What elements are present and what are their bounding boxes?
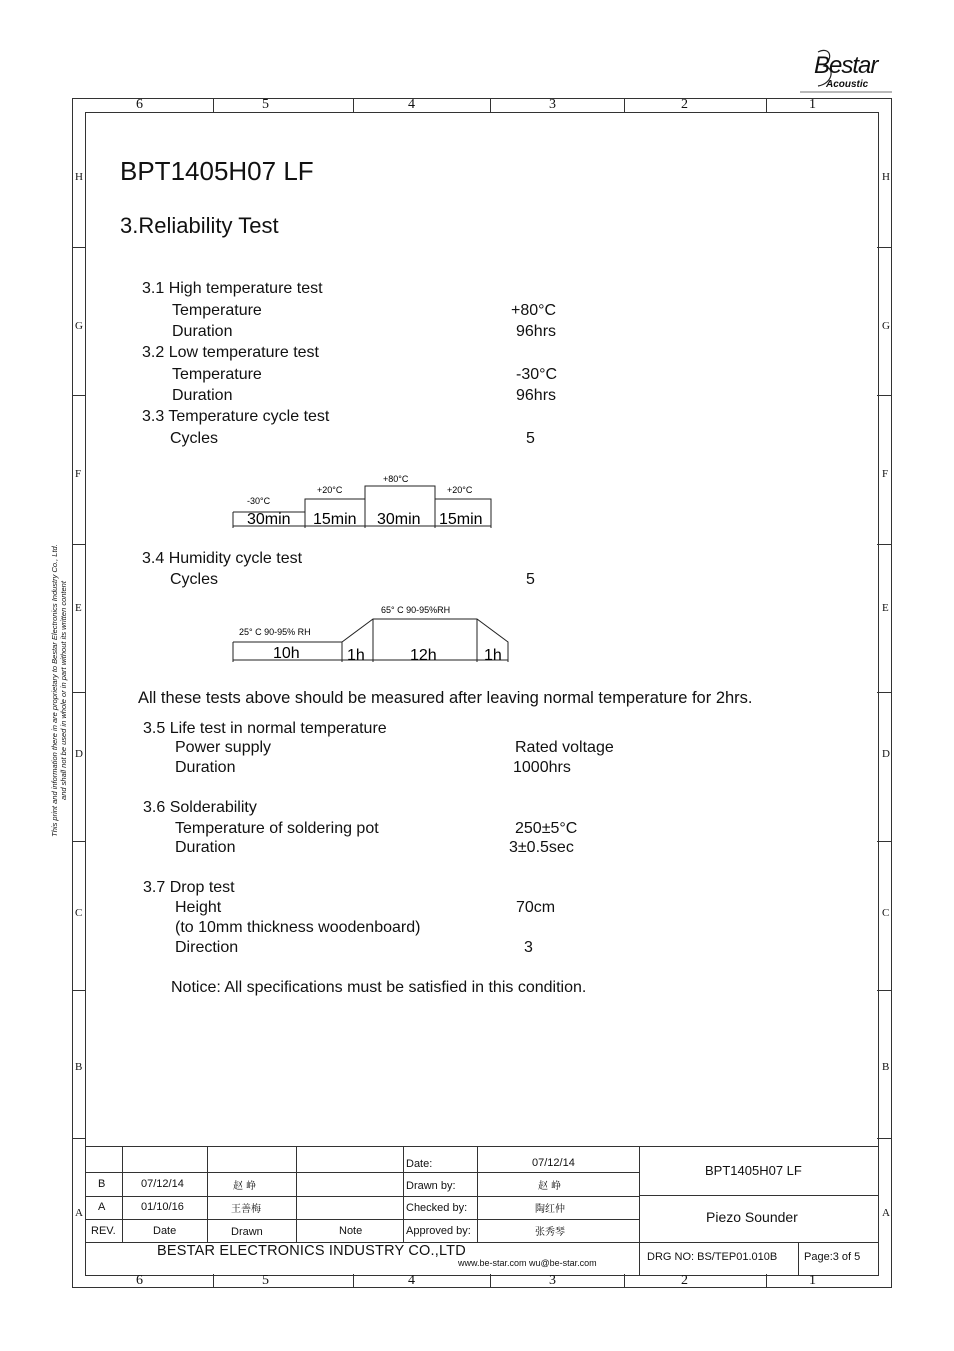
test-3-4-cycles-label: Cycles [170, 571, 219, 588]
company-contact: www.be-star.com wu@be-star.com [458, 1258, 597, 1268]
company-logo [800, 44, 892, 94]
zone-row-f: F [75, 468, 82, 480]
header-note: Note [339, 1225, 363, 1237]
header-date: Date [153, 1225, 177, 1237]
rev-b-drawn: 赵 峥 [233, 1181, 257, 1192]
zone-row-e: E [75, 602, 82, 614]
test-3-1-dur-value: 96hrs [516, 323, 557, 340]
label-checked-by: Checked by: [406, 1202, 468, 1214]
zone-row-c-right: C [882, 907, 890, 919]
humidity-level-2: 65° C 90-95%RH [381, 605, 451, 615]
product-name: BPT1405H07 LF [705, 1163, 802, 1178]
zone-col-6: 6 [136, 97, 143, 112]
zone-col-2: 2 [681, 97, 688, 112]
test-3-4-cycles-value: 5 [526, 571, 535, 588]
zone-row-h: H [75, 171, 83, 183]
humidity-duration-4: 1h [484, 647, 502, 664]
zone-row-a: A [75, 1207, 83, 1219]
header-drawn: Drawn [231, 1226, 263, 1238]
zone-row-h-right: H [882, 171, 890, 183]
zone-col-5-bottom: 5 [262, 1273, 269, 1288]
humidity-level-1: 25° C 90-95% RH [239, 627, 311, 637]
logo-sub: Acoustic [826, 79, 869, 90]
rev-a-drawn: 王善梅 [231, 1204, 261, 1215]
zone-row-e-right: E [882, 602, 889, 614]
test-3-7-height-value: 70cm [516, 899, 556, 916]
proprietary-line-1: This print and information there in are proprietary to Bestar Electronics Industry Co., Ltd. [50, 544, 59, 837]
test-3-5-dur-label: Duration [175, 759, 236, 776]
test-3-2-temp-value: -30°C [516, 366, 558, 383]
temperature-cycle-diagram [225, 468, 505, 534]
temp-level-2: +20°C [317, 485, 343, 495]
specification-notice: Notice: All specifications must be satisfied in this condition. [171, 979, 587, 996]
test-3-6-title: 3.6 Solderability [143, 799, 257, 816]
test-3-7-board-note: (to 10mm thickness woodenboard) [175, 919, 421, 936]
temp-duration-1: 30min [247, 511, 291, 528]
temp-duration-3: 30min [377, 511, 421, 528]
rev-a-code: A [98, 1201, 106, 1213]
label-approved-by: Approved by: [406, 1225, 471, 1237]
test-3-6-temp-label: Temperature of soldering pot [175, 820, 379, 837]
test-3-7-direction-label: Direction [175, 939, 239, 956]
test-3-1-dur-label: Duration [172, 323, 233, 340]
title-block [85, 1146, 878, 1275]
temp-level-3: +80°C [383, 474, 409, 484]
proprietary-line-2: and shall not be used in whole or in part without its written content [59, 581, 68, 800]
company-name: BESTAR ELECTRONICS INDUSTRY CO.,LTD [157, 1243, 466, 1259]
zone-col-6-bottom: 6 [136, 1273, 143, 1288]
test-3-3-cycles-value: 5 [526, 430, 535, 447]
test-3-6-temp-value: 250±5°C [515, 820, 578, 837]
temp-duration-2: 15min [313, 511, 357, 528]
logo-brand: Bestar [814, 52, 878, 79]
test-3-3-cycles-label: Cycles [170, 430, 219, 447]
value-drawn-by: 赵 峥 [538, 1181, 562, 1192]
test-3-2-dur-label: Duration [172, 387, 233, 404]
humidity-duration-2: 1h [347, 647, 365, 664]
test-3-6-dur-value: 3±0.5sec [509, 839, 574, 856]
rev-b-date: 07/12/14 [141, 1178, 184, 1190]
test-3-3-title: 3.3 Temperature cycle test [142, 408, 330, 425]
section-title: 3.Reliability Test [120, 213, 279, 238]
product-description: Piezo Sounder [706, 1209, 798, 1225]
rev-b-code: B [98, 1178, 106, 1190]
label-drawn-by: Drawn by: [406, 1180, 456, 1192]
page-indicator: Page:3 of 5 [804, 1251, 861, 1263]
zone-col-3-bottom: 3 [549, 1273, 556, 1288]
drawing-number: DRG NO: BS/TEP01.010B [647, 1251, 778, 1263]
temp-level-1: -30°C [247, 496, 271, 506]
zone-col-4: 4 [408, 97, 415, 112]
test-3-5-supply-label: Power supply [175, 739, 272, 756]
test-3-7-direction-value: 3 [524, 939, 533, 956]
zone-row-b: B [75, 1061, 83, 1073]
zone-col-1: 1 [809, 97, 816, 112]
test-3-2-title: 3.2 Low temperature test [142, 344, 319, 361]
zone-row-a-right: A [882, 1207, 890, 1219]
zone-row-d: D [75, 748, 83, 760]
test-3-5-title: 3.5 Life test in normal temperature [143, 720, 387, 737]
zone-row-g-right: G [882, 320, 890, 332]
label-date: Date: [406, 1158, 433, 1170]
test-3-6-dur-label: Duration [175, 839, 236, 856]
zone-row-g: G [75, 320, 83, 332]
test-3-4-title: 3.4 Humidity cycle test [142, 550, 303, 567]
rev-a-date: 01/10/16 [141, 1201, 184, 1213]
zone-col-4-bottom: 4 [408, 1273, 415, 1288]
humidity-duration-3: 12h [410, 647, 437, 664]
zone-col-2-bottom: 2 [681, 1273, 688, 1288]
test-3-7-height-label: Height [175, 899, 222, 916]
test-3-1-temp-value: +80°C [511, 302, 557, 319]
test-3-2-dur-value: 96hrs [516, 387, 557, 404]
value-checked-by: 陶红仲 [535, 1204, 565, 1215]
zone-col-5: 5 [262, 97, 269, 112]
zone-col-1-bottom: 1 [809, 1273, 816, 1288]
test-3-1-temp-label: Temperature [172, 302, 262, 319]
part-number-title: BPT1405H07 LF [120, 156, 314, 186]
test-3-5-dur-value: 1000hrs [513, 759, 571, 776]
test-3-1-title: 3.1 High temperature test [142, 280, 323, 297]
test-3-5-supply-value: Rated voltage [515, 739, 614, 756]
zone-row-c: C [75, 907, 83, 919]
test-3-7-title: 3.7 Drop test [143, 879, 235, 896]
temp-duration-4: 15min [439, 511, 483, 528]
zone-col-3: 3 [549, 97, 556, 112]
zone-row-b-right: B [882, 1061, 890, 1073]
humidity-duration-1: 10h [273, 645, 300, 662]
zone-row-d-right: D [882, 748, 890, 760]
measurement-note: All these tests above should be measured after leaving normal temperature for 2hrs. [138, 689, 753, 707]
temp-level-4: +20°C [447, 485, 473, 495]
header-rev: REV. [91, 1225, 116, 1237]
zone-row-f-right: F [882, 468, 889, 480]
value-approved-by: 张秀琴 [535, 1227, 565, 1238]
test-3-2-temp-label: Temperature [172, 366, 262, 383]
value-date: 07/12/14 [532, 1157, 575, 1169]
humidity-cycle-diagram [225, 600, 515, 666]
